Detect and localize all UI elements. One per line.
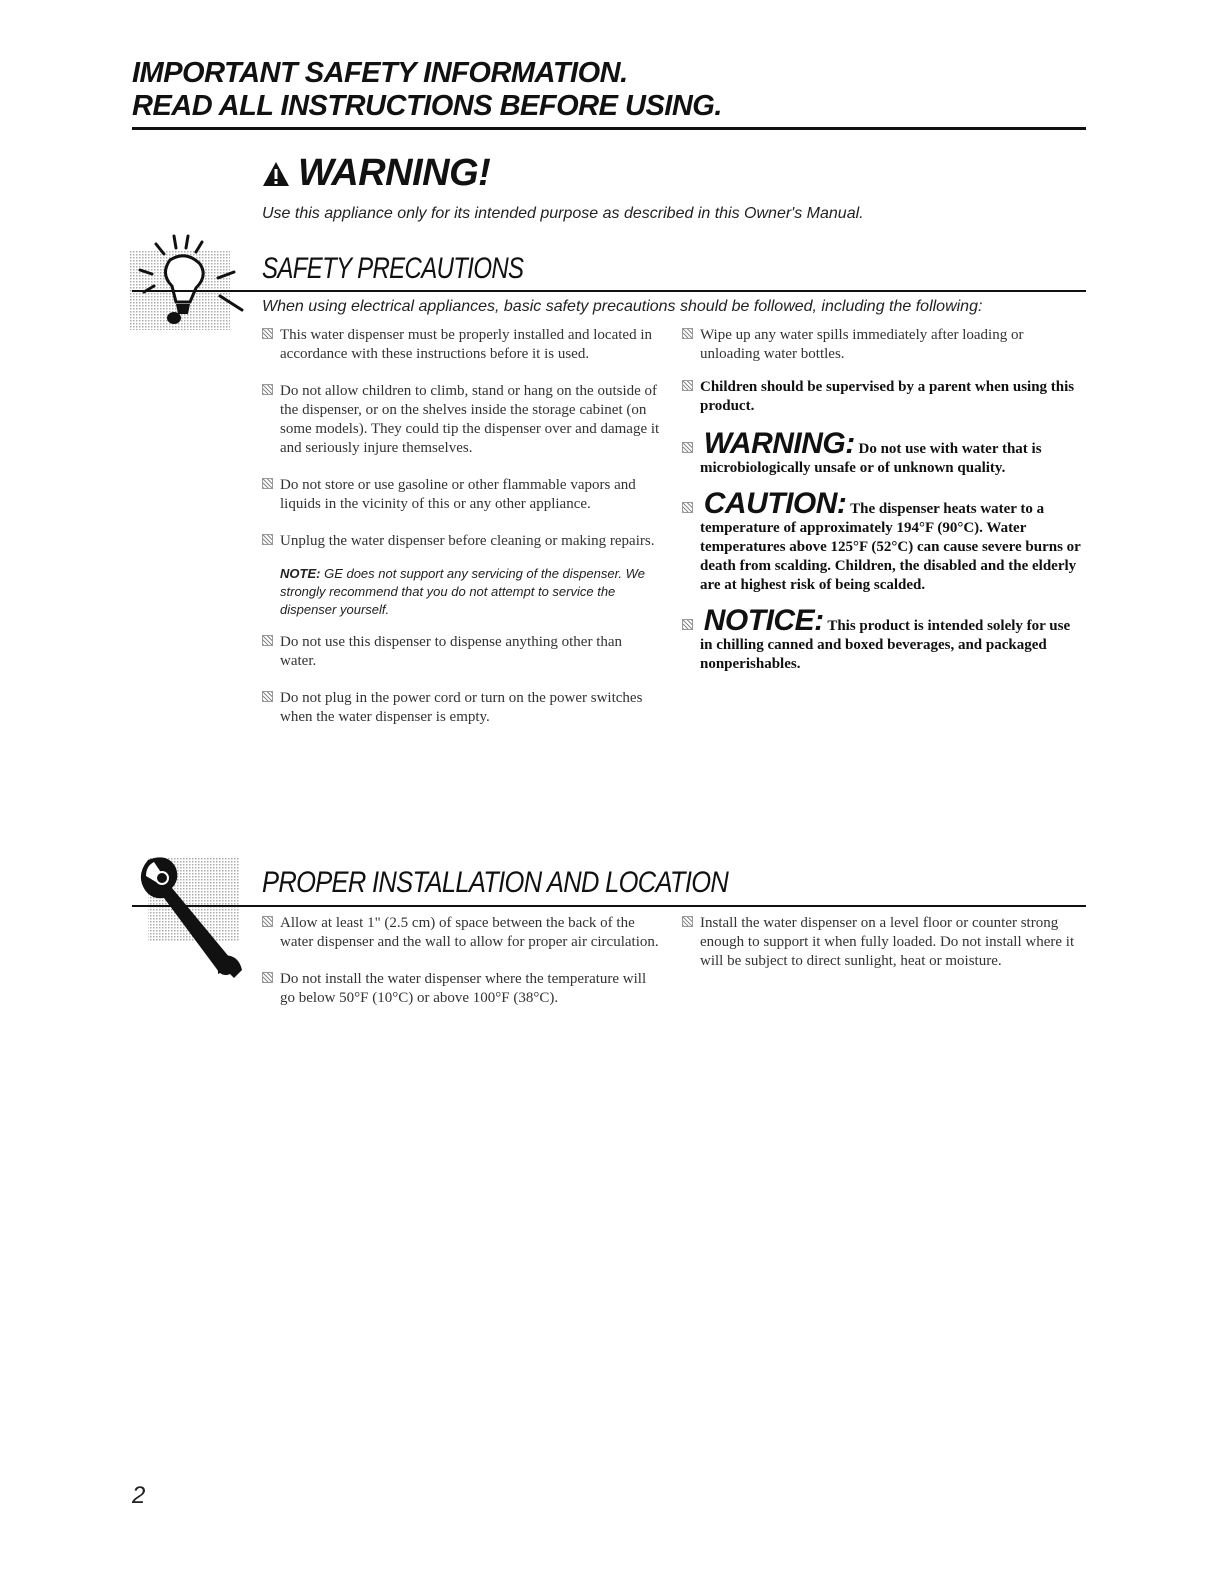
safety-rule	[132, 290, 1086, 292]
header-rule	[132, 127, 1086, 130]
light-bulb-icon	[130, 230, 260, 330]
warning-subtitle: Use this appliance only for its intended purpose as described in this Owner's Manual.	[262, 205, 864, 222]
note	[262, 565, 662, 619]
list-item: Do not store or use gasoline or other flammable vapors and liquids in the vicinity of this or any other appliance.	[262, 476, 662, 514]
safety-left-column	[262, 326, 662, 745]
list-item: Do not install the water dispenser where the temperature will go below 50°F (10°C) or above 100°F (38°C).	[262, 970, 662, 1008]
list-item: This water dispenser must be properly installed and located in accordance with these instructions before it is used.	[262, 326, 662, 364]
list-item: Install the water dispenser on a level floor or counter strong enough to support it when fully loaded. Do not install where it will be subject to direct sunlight, heat or moisture.	[682, 914, 1082, 971]
page-number: 2	[132, 1482, 146, 1509]
header-title-line1: IMPORTANT SAFETY INFORMATION.	[132, 57, 628, 89]
caution-text: The dispenser heats water to a temperature of approximately 194°F (90°C). Water temperatures above 125°F (52°C) can cause severe burns or death from scalding. Children, the disabled and the elderly are at highest risk of being scalded.	[700, 501, 1081, 593]
list-item: Do not plug in the power cord or turn on the power switches when the water dispenser is empty.	[262, 689, 662, 727]
warning-heading	[262, 152, 490, 195]
install-left-column	[262, 914, 662, 1026]
list-item: Unplug the water dispenser before cleaning or making repairs.	[262, 532, 662, 551]
warning-triangle-icon	[262, 161, 290, 187]
header-title-line2: READ ALL INSTRUCTIONS BEFORE USING.	[132, 90, 722, 122]
install-right-column	[682, 914, 1082, 989]
list-item: Do not allow children to climb, stand or hang on the outside of the dispenser, or on the shelves inside the storage cabinet (on some models). They could tip the dispenser over and damage it and seriously injure themselves.	[262, 382, 662, 458]
list-item: Wipe up any water spills immediately after loading or unloading water bottles.	[682, 326, 1082, 364]
warning-text: Do not use with water that is microbiologically unsafe or of unknown quality.	[700, 441, 1042, 476]
warning-title: WARNING!	[298, 152, 491, 194]
safety-section-title: SAFETY PRECAUTIONS	[262, 252, 524, 285]
safety-intro: When using electrical appliances, basic safety precautions should be followed, including the following:	[262, 298, 983, 315]
warning-statement	[682, 427, 1082, 478]
notice-text: This product is intended solely for use in chilling canned and boxed beverages, and packaged nonperishables.	[700, 618, 1071, 672]
list-item: Allow at least 1" (2.5 cm) of space between the back of the water dispenser and the wall to allow for proper air circulation.	[262, 914, 662, 952]
safety-right-column	[682, 326, 1082, 692]
warning-label: WARNING:	[703, 427, 855, 460]
notice-statement	[682, 604, 1082, 674]
notice-label: NOTICE:	[703, 604, 824, 637]
caution-label: CAUTION:	[703, 487, 847, 520]
wrench-icon	[138, 852, 248, 980]
list-item: Children should be supervised by a parent when using this product.	[682, 378, 1082, 416]
note-label: NOTE:	[280, 566, 321, 581]
caution-statement	[682, 487, 1082, 595]
install-rule	[132, 905, 1086, 907]
note-text: GE does not support any servicing of the dispenser. We strongly recommend that you do not attempt to service the dispenser yourself.	[280, 566, 645, 617]
install-section-title: PROPER INSTALLATION AND LOCATION	[262, 866, 729, 899]
list-item: Do not use this dispenser to dispense anything other than water.	[262, 633, 662, 671]
